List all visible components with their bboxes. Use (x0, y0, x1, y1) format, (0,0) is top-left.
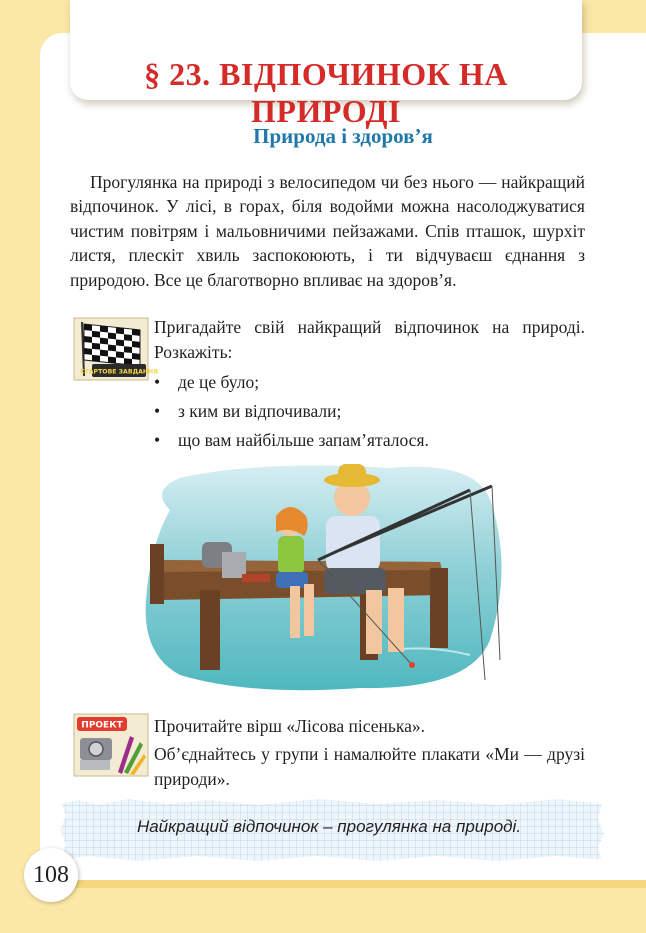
bullet-icon: • (154, 430, 161, 450)
start-task-prompt: Пригадайте свій найкращий відпочинок на природі. Розкажіть: (154, 317, 585, 362)
subheading: Природа і здоров’я (253, 124, 433, 148)
bottom-border-strip (60, 880, 646, 888)
start-task (154, 315, 585, 457)
list-item: • з ким ви відпочивали; (154, 399, 585, 428)
start-task-list (154, 370, 585, 457)
bullet-icon: • (154, 372, 161, 392)
project-task-icon (74, 714, 148, 776)
list-item: • де це було; (154, 370, 585, 399)
project-line-2: Об’єднайтесь у групи і намалюйте плакати «Ми — друзі природи». (154, 744, 585, 789)
section-title: § 23. ВІДПОЧИНОК НА ПРИРОДІ (144, 56, 508, 129)
project-icon-label: ПРОЕКТ (81, 720, 123, 731)
summary-text: Найкращий відпочинок – прогулянка на природі. (136, 817, 522, 836)
list-item: • що вам найбільше запам’яталося. (154, 428, 585, 457)
bullet-icon: • (154, 401, 161, 421)
title-banner (70, 0, 582, 129)
project-line-1: Прочитайте вірш «Лісова пісенька». (154, 716, 425, 736)
project-task (154, 714, 585, 792)
intro-paragraph: Прогулянка на природі з велосипедом чи без нього — найкращий відпочинок. У лісі, в горах, біля водойми можна насолоджуватися чистим повітрям і мальовничими пейзажами. Спів пташок, шурхіт листя, плескіт хвиль заспокоюють, і ти відчуваєш єднання з природою. Все це благотворно впливає на здоров’я. (70, 172, 585, 290)
start-task-icon-label: СТАРТОВЕ ЗАВДАННЯ (80, 368, 158, 376)
page-number: 108 (24, 848, 78, 902)
start-task-flag-icon (74, 318, 158, 380)
fishing-illustration (140, 450, 510, 700)
